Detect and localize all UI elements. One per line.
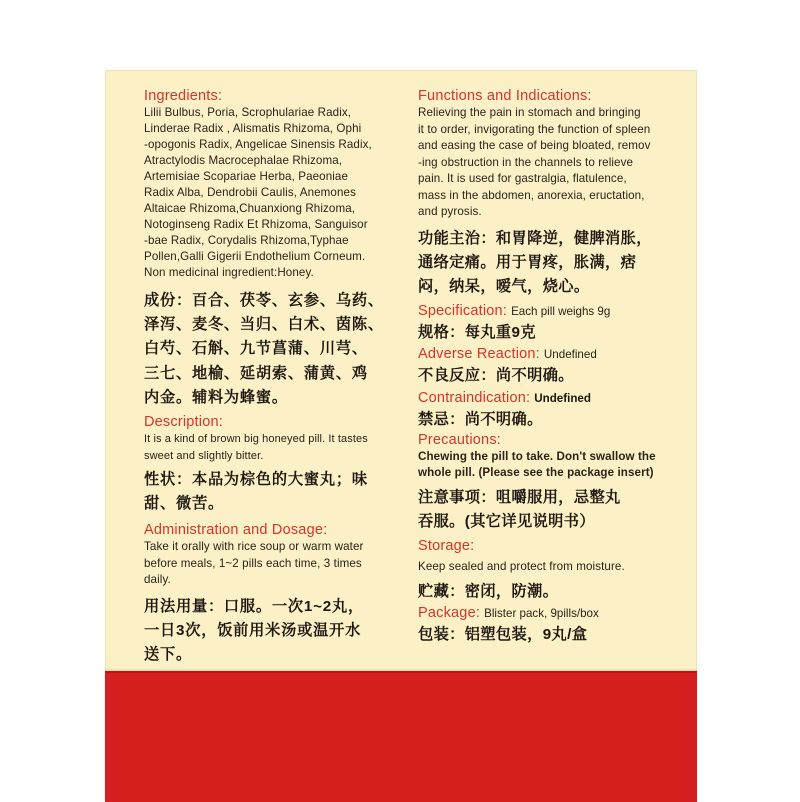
contraindication-row — [418, 389, 664, 408]
ingredients-cn: 成份：百合、茯苓、玄参、乌药、 泽泻、麦冬、当归、白术、茵陈、 白芍、石斛、九节菖蒲、川芎、 三七、地榆、延胡索、蒲黄、鸡 内金。辅料为蜂蜜。 — [144, 292, 384, 406]
precautions-text: Chewing the pill to take. Don't swallow the whole pill. (Please see the package insert) — [418, 449, 656, 480]
red-band — [105, 671, 697, 802]
functions-cn: 功能主治：和胃降逆，健脾消胀， 通络定痛。用于胃疼，胀满，痞 闷，纳呆，嗳气，烧心。 — [418, 229, 652, 295]
package-note: Blister pack, 9pills/box — [484, 606, 599, 620]
adverse-row — [418, 345, 664, 364]
storage-heading: Storage: — [418, 538, 475, 555]
adverse-heading: Adverse Reaction: — [418, 346, 540, 363]
precautions-cn: 注意事项：咀嚼服用，忌整丸 吞服。(其它详见说明书） — [418, 488, 621, 530]
specification-heading: Specification: — [418, 303, 508, 320]
contraindication-cn: 禁忌：尚不明确。 — [418, 410, 543, 428]
precautions-heading: Precautions: — [418, 431, 501, 448]
contraindication-heading: Contraindication: — [418, 389, 531, 406]
ingredients-text: Lilii Bulbus, Poria, Scrophulariae Radix, Linderae Radix , Alismatis Rhizoma, Ophi -opogonis Radix, Angelicae Sinensis Radix, Atractylodis Macrocephalae Rhizoma, Artemisiae Scopariae Herba, Paeoniae Radix Alba, Dendrobii Caulis, Anemones Altaicae Rhizoma,Chuanxiong Rhizoma, Notoginseng Radix Et Rhizoma, Sanguisor -bae Radix, Corydalis Rhizoma,Typhae Pollen,Galli Gigerii Endothelium Corneum. Non medicinal ingredient:Honey. — [144, 106, 372, 279]
ingredients-heading: Ingredients: — [144, 88, 223, 104]
description-text: It is a kind of brown big honeyed pill. It tastes sweet and slightly bitter. — [144, 433, 368, 462]
right-column — [418, 88, 664, 647]
adverse-note: Undefined — [543, 348, 597, 362]
contraindication-note: Undefined — [534, 391, 591, 405]
description-heading: Description: — [144, 414, 223, 431]
specification-cn: 规格：每丸重9克 — [418, 324, 536, 342]
dosage-heading: Administration and Dosage: — [144, 522, 328, 539]
storage-cn: 贮藏：密闭，防潮。 — [418, 582, 559, 600]
adverse-cn: 不良反应：尚不明确。 — [418, 367, 574, 385]
package-heading: Package: — [418, 604, 481, 621]
dosage-text: Take it orally with rice soup or warm water before meals, 1~2 pills each time, 3 times daily. — [144, 540, 364, 587]
functions-heading: Functions and Indications: — [418, 88, 592, 104]
description-cn: 性状：本品为棕色的大蜜丸；味 甜、微苦。 — [144, 471, 368, 513]
functions-text: Relieving the pain in stomach and bringing it to order, invigorating the function of spleen and easing the case of being bloated, remov -ing obstruction in the channels to relieve pain. It is used for gastralgia, flatulence, mass in the abdomen, anorexia, eructation, and pyrosis. — [418, 106, 651, 218]
specification-row — [418, 302, 664, 321]
package-row — [418, 604, 664, 623]
package-cn: 包装：铝塑包装，9丸/盒 — [418, 625, 588, 643]
left-column — [144, 88, 400, 668]
storage-text: Keep sealed and protect from moisture. — [418, 560, 625, 574]
dosage-cn: 用法用量：口服。一次1~2丸， 一日3次，饭前用米汤或温开水 送下。 — [144, 597, 365, 664]
specification-note: Each pill weighs 9g — [511, 305, 611, 319]
